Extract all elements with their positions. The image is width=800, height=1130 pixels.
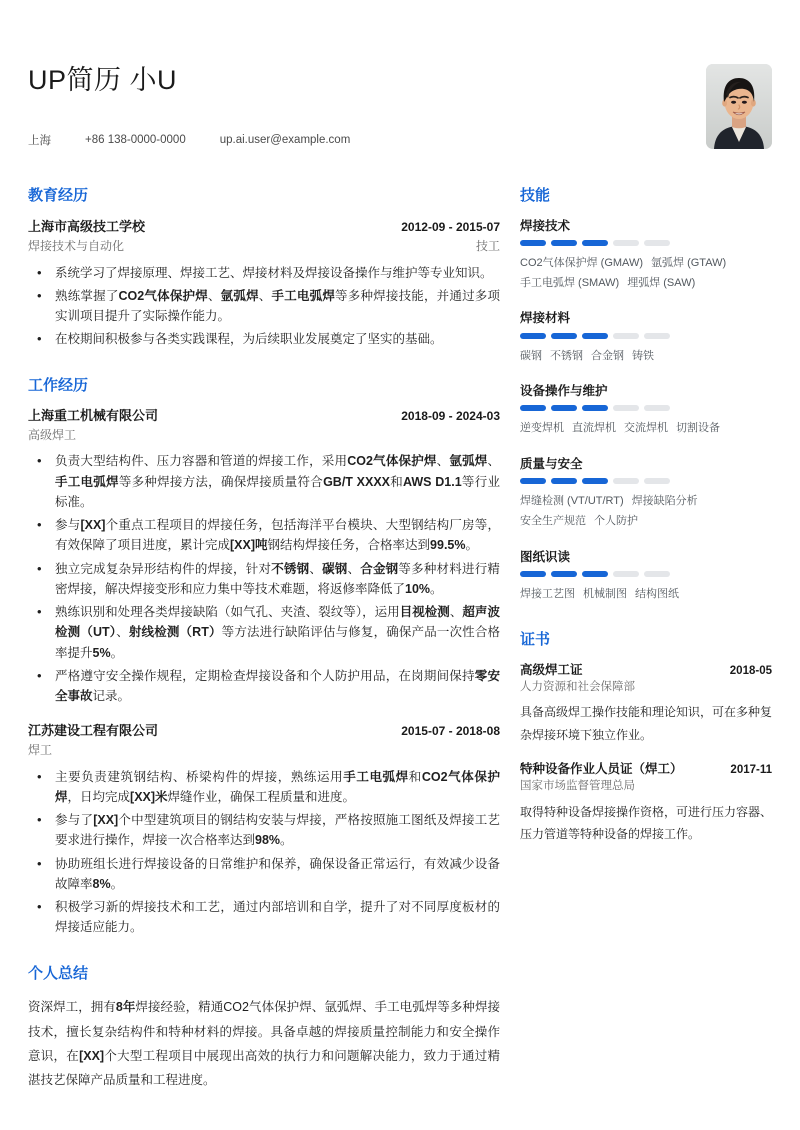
major-name: 焊接技术与自动化 xyxy=(28,239,125,254)
school-name: 上海市高级技工学校 xyxy=(28,218,146,234)
skill-tag: 氩弧焊 (GTAW) xyxy=(651,256,727,269)
entry-subheader xyxy=(28,742,500,759)
skill-group xyxy=(520,218,772,294)
skill-tag: 合金钢 xyxy=(591,349,624,362)
job-title: 焊工 xyxy=(28,743,53,758)
skill-tags xyxy=(520,253,772,294)
skill-level-bar xyxy=(582,333,608,339)
skill-tag: 手工电弧焊 (SMAW) xyxy=(520,277,620,290)
list-item: • 熟练掌握了CO2气体保护焊、氩弧焊、手工电弧焊等多种焊接技能，并通过多项实训项目提升了实际操作能力。 xyxy=(28,286,500,327)
section-summary xyxy=(28,964,500,1093)
skill-tag: 机械制图 xyxy=(583,587,627,600)
certificate-issuer: 人力资源和社会保障部 xyxy=(520,681,635,694)
skill-level-meter xyxy=(520,571,772,577)
skill-level-bar xyxy=(644,478,670,484)
skill-tag: 安全生产规范 xyxy=(520,515,586,528)
company-name: 江苏建设工程有限公司 xyxy=(28,723,159,739)
job-title: 高级焊工 xyxy=(28,428,77,443)
certificate-description: 具备高级焊工操作技能和理论知识，可在多种复杂焊接环境下独立作业。 xyxy=(520,705,773,742)
skill-tags xyxy=(520,346,772,366)
skill-level-bar xyxy=(582,405,608,411)
work-date: 2018-09 - 2024-03 xyxy=(401,409,500,424)
skill-tag: 直流焊机 xyxy=(572,422,616,435)
certificate-date: 2017-11 xyxy=(730,763,772,776)
resume-header xyxy=(28,64,772,160)
skill-tag: 铸铁 xyxy=(632,349,654,362)
skill-tag: 交流焊机 xyxy=(624,422,668,435)
skill-level-bar xyxy=(551,333,577,339)
education-date: 2012-09 - 2015-07 xyxy=(401,219,500,234)
skill-tag: 逆变焊机 xyxy=(520,422,564,435)
skill-group xyxy=(520,310,772,366)
skill-level-meter xyxy=(520,333,772,339)
entry-header xyxy=(28,722,500,741)
skill-level-bar xyxy=(582,571,608,577)
certificate-name: 高级焊工证 xyxy=(520,662,583,677)
certificate-entries xyxy=(520,662,772,845)
work-entry xyxy=(28,407,500,706)
certificate-header xyxy=(520,761,772,779)
education-bullets xyxy=(28,263,500,350)
skill-tag: 碳钢 xyxy=(520,349,542,362)
skill-tags xyxy=(520,491,772,532)
skill-tag: 个人防护 xyxy=(594,515,638,528)
work-bullets xyxy=(28,451,500,706)
skill-tag: 切割设备 xyxy=(676,422,720,435)
contact-row xyxy=(28,132,772,148)
skill-level-bar xyxy=(644,571,670,577)
education-entries xyxy=(28,218,500,350)
skill-level-bar xyxy=(520,405,546,411)
contact-phone: +86 138-0000-0000 xyxy=(85,134,186,147)
entry-header xyxy=(28,218,500,237)
skill-tag: 焊接工艺图 xyxy=(520,587,575,600)
skill-level-meter xyxy=(520,405,772,411)
skill-level-bar xyxy=(613,405,639,411)
certificate-date: 2018-05 xyxy=(729,664,772,677)
skill-group-name: 图纸识读 xyxy=(520,549,571,564)
list-item: • 参与[XX]个重点工程项目的焊接任务，包括海洋平台模块、大型钢结构厂房等，有效保障了项目进度，累计完成[XX]吨钢结构焊接任务，合格率达到99.5%。 xyxy=(28,515,500,556)
skill-level-bar xyxy=(613,333,639,339)
skill-tag: 结构图纸 xyxy=(635,587,679,600)
summary-text: 资深焊工，拥有8年焊接经验，精通CO2气体保护焊、氩弧焊、手工电弧焊等多种焊接技术，擅长复杂结构件和特种材料的焊接。具备卓越的焊接质量控制能力和安全操作意识，在[XX]个大型工程项目中展现出高效的执行力和问题解决能力，致力于通过精湛技艺保障产品质量和工程进度。 xyxy=(28,1000,500,1088)
list-item: • 严格遵守安全操作规程，定期检查焊接设备和个人防护用品，在岗期间保持零安全事故记录。 xyxy=(28,666,500,707)
skill-level-bar xyxy=(644,333,670,339)
degree-name: 技工 xyxy=(475,239,500,254)
skill-level-bar xyxy=(551,478,577,484)
skill-tag: 不锈钢 xyxy=(550,349,583,362)
skill-group xyxy=(520,456,772,532)
work-entry xyxy=(28,722,500,937)
list-item: • 在校期间积极参与各类实践课程，为后续职业发展奠定了坚实的基础。 xyxy=(28,329,500,349)
entry-subheader xyxy=(28,427,500,444)
side-column xyxy=(520,186,772,845)
list-item: • 系统学习了焊接原理、焊接工艺、焊接材料及焊接设备操作与维护等专业知识。 xyxy=(28,263,500,283)
skill-group xyxy=(520,549,772,605)
section-work xyxy=(28,376,500,938)
list-item: • 参与了[XX]个中型建筑项目的钢结构安装与焊接，严格按照施工图纸及焊接工艺要求进行操作，焊接一次合格率达到98%。 xyxy=(28,810,500,851)
skill-tag: CO2气体保护焊 (GMAW) xyxy=(520,256,644,269)
skill-level-bar xyxy=(613,478,639,484)
page-title: UP简历 小U xyxy=(28,65,178,95)
skill-group-name: 设备操作与维护 xyxy=(520,384,608,399)
section-certificates xyxy=(520,630,772,845)
skill-level-bar xyxy=(613,571,639,577)
section-title-summary: 个人总结 xyxy=(28,964,89,982)
avatar xyxy=(706,64,772,149)
list-item: • 积极学习新的焊接技术和工艺，通过内部培训和自学，提升了对不同厚度板材的焊接适应能力。 xyxy=(28,897,500,938)
skill-level-bar xyxy=(520,478,546,484)
section-title-education: 教育经历 xyxy=(28,187,89,204)
section-education xyxy=(28,186,500,350)
list-item: • 熟练识别和处理各类焊接缺陷（如气孔、夹渣、裂纹等），运用目视检测、超声波检测（UT）、射线检测（RT）等方法进行缺陷评估与修复，确保产品一次性合格率提升5%。 xyxy=(28,602,500,663)
skill-tags xyxy=(520,418,772,438)
contact-email: up.ai.user@example.com xyxy=(219,134,351,147)
skill-level-bar xyxy=(613,240,639,246)
certificate-issuer: 国家市场监督管理总局 xyxy=(520,780,635,793)
certificate-name: 特种设备作业人员证（焊工） xyxy=(520,761,683,776)
main-column xyxy=(28,186,520,1093)
list-item: • 独立完成复杂异形结构件的焊接，针对不锈钢、碳钢、合金钢等多种材料进行精密焊接，解决焊接变形和应力集中等技术难题，将返修率降低了10%。 xyxy=(28,559,500,600)
skill-group xyxy=(520,383,772,439)
skill-group-name: 质量与安全 xyxy=(520,456,583,471)
skill-level-bar xyxy=(551,405,577,411)
entry-header xyxy=(28,407,500,426)
contact-location: 上海 xyxy=(28,135,51,148)
skill-level-bar xyxy=(520,571,546,577)
education-entry xyxy=(28,218,500,350)
skill-level-bar xyxy=(644,405,670,411)
company-name: 上海重工机械有限公司 xyxy=(28,408,159,424)
certificate-header xyxy=(520,662,772,680)
skill-level-bar xyxy=(644,240,670,246)
skill-level-bar xyxy=(520,333,546,339)
section-title-certificates: 证书 xyxy=(520,631,551,649)
skill-level-meter xyxy=(520,240,772,246)
list-item: • 协助班组长进行焊接设备的日常维护和保养，确保设备正常运行，有效减少设备故障率8%。 xyxy=(28,854,500,895)
skill-tag: 埋弧焊 (SAW) xyxy=(627,277,696,290)
skill-tags xyxy=(520,584,772,604)
section-title-skills: 技能 xyxy=(520,187,551,204)
certificate-entry xyxy=(520,761,772,845)
work-date: 2015-07 - 2018-08 xyxy=(401,724,500,739)
skill-level-meter xyxy=(520,478,772,484)
skill-groups xyxy=(520,218,772,605)
list-item: • 主要负责建筑钢结构、桥梁构件的焊接，熟练运用手工电弧焊和CO2气体保护焊，日均完成[XX]米焊缝作业，确保工程质量和进度。 xyxy=(28,767,500,808)
certificate-description: 取得特种设备焊接操作资格，可进行压力容器、压力管道等特种设备的焊接工作。 xyxy=(520,804,773,841)
entry-subheader xyxy=(28,237,500,255)
work-entries xyxy=(28,407,500,937)
work-bullets xyxy=(28,767,500,938)
skill-group-name: 焊接技术 xyxy=(520,218,571,233)
skill-level-bar xyxy=(520,240,546,246)
skill-tag: 焊接缺陷分析 xyxy=(631,494,698,507)
skill-tag: 焊缝检测 (VT/UT/RT) xyxy=(520,494,624,507)
section-title-work: 工作经历 xyxy=(28,376,89,394)
certificate-entry xyxy=(520,662,772,746)
skill-level-bar xyxy=(582,478,608,484)
portrait-photo-icon xyxy=(706,64,772,149)
list-item: • 负责大型结构件、压力容器和管道的焊接工作，采用CO2气体保护焊、氩弧焊、手工电弧焊等多种焊接方法，确保焊接质量符合GB/T XXXX和AWS D1.1等行业标准。 xyxy=(28,451,500,512)
skill-level-bar xyxy=(551,240,577,246)
skill-group-name: 焊接材料 xyxy=(520,311,571,326)
skill-level-bar xyxy=(551,571,577,577)
skill-level-bar xyxy=(582,240,608,246)
section-skills xyxy=(520,186,772,604)
